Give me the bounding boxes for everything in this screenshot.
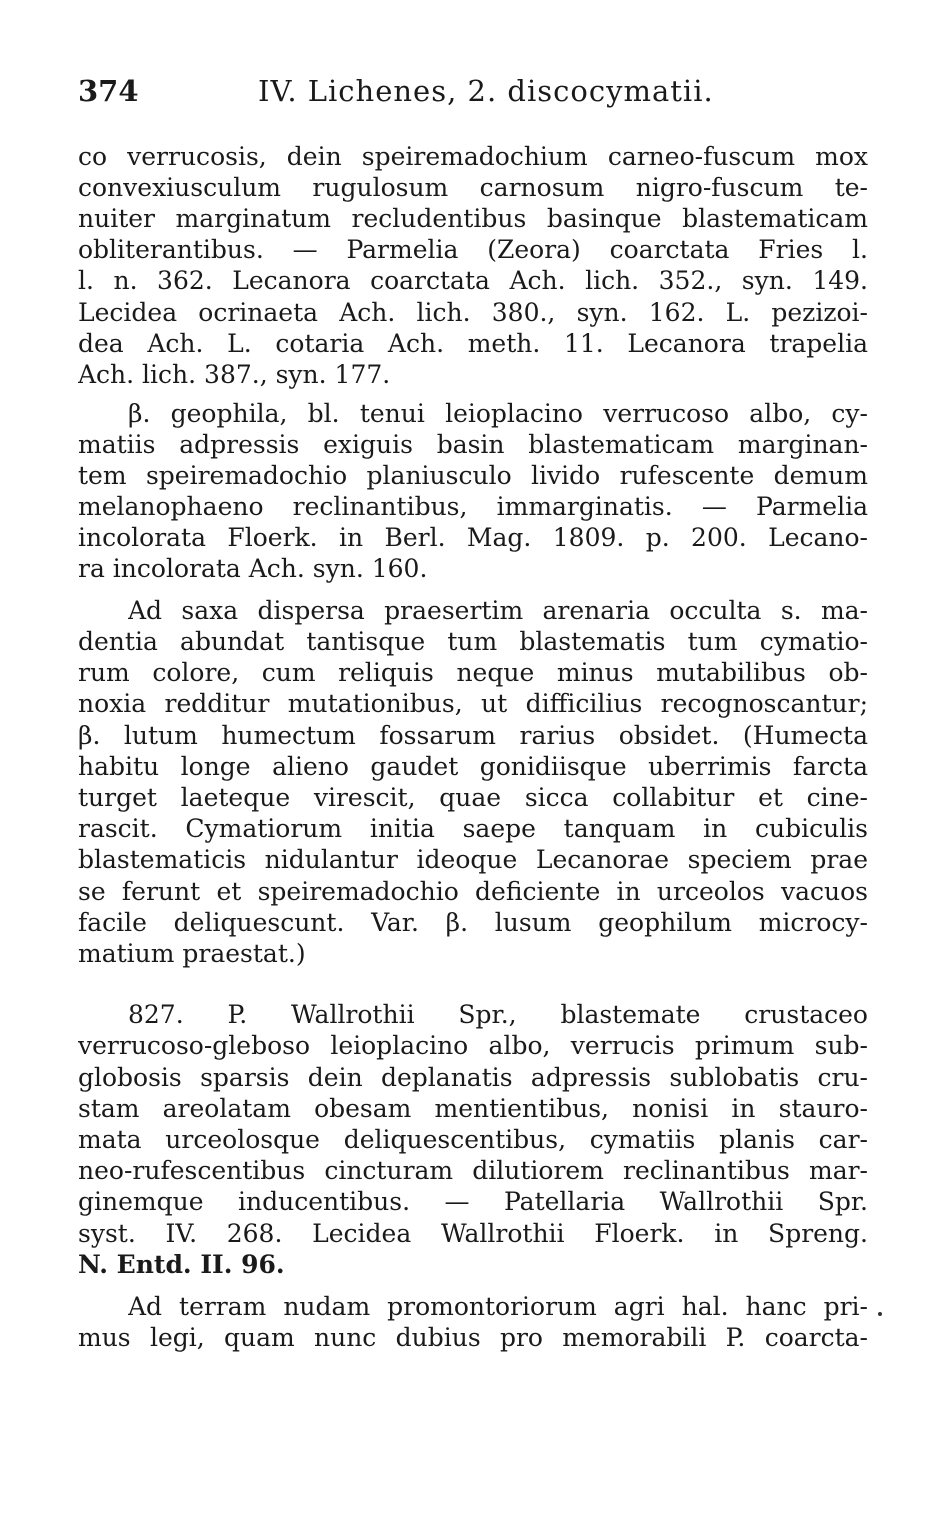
text-line: mus legi, quam nunc dubius pro memorabili P. coarcta- bbox=[78, 1323, 868, 1352]
text-line: ginemque inducentibus. — Patellaria Wallrothii Spr. bbox=[78, 1187, 868, 1216]
text-line: rum colore, cum reliquis neque minus mutabilibus ob- bbox=[78, 658, 868, 687]
margin-mark bbox=[878, 1312, 882, 1316]
text-line: habitu longe alieno gaudet gonidiisque uberrimis farcta bbox=[78, 752, 868, 781]
text-line: 827. P. Wallrothii Spr., blastemate crustaceo bbox=[128, 1000, 868, 1029]
text-line: matium praestat.) bbox=[78, 939, 306, 968]
text-line: noxia redditur mutationibus, ut difficilius recognoscantur; bbox=[78, 689, 868, 718]
text-line: verrucoso-gleboso leioplacino albo, verrucis primum sub- bbox=[78, 1031, 868, 1060]
text-line: nuiter marginatum recludentibus basinque blastematicam bbox=[78, 204, 868, 233]
text-line: β. lutum humectum fossarum rarius obsidet. (Humecta bbox=[78, 721, 868, 750]
text-line: dea Ach. L. cotaria Ach. meth. 11. Lecanora trapelia bbox=[78, 329, 868, 358]
text-line: facile deliquescunt. Var. β. lusum geophilum microcy- bbox=[78, 908, 868, 937]
page-number: 374 bbox=[78, 74, 139, 108]
text-line: Ach. lich. 387., syn. 177. bbox=[78, 360, 391, 389]
text-line: mata urceolosque deliquescentibus, cymatiis planis car- bbox=[78, 1125, 868, 1154]
text-line: N. Entd. II. 96. bbox=[78, 1250, 285, 1279]
text-line: melanophaeno reclinantibus, immarginatis. — Parmelia bbox=[78, 492, 868, 521]
text-line: ra incolorata Ach. syn. 160. bbox=[78, 554, 428, 583]
text-line: syst. IV. 268. Lecidea Wallrothii Floerk. in Spreng. bbox=[78, 1219, 868, 1248]
text-line: Lecidea ocrinaeta Ach. lich. 380., syn. 162. L. pezizoi- bbox=[78, 298, 868, 327]
text-line: turget laeteque virescit, quae sicca collabitur et cine- bbox=[78, 783, 868, 812]
text-line: dentia abundat tantisque tum blastematis tum cymatio- bbox=[78, 627, 868, 656]
text-line: obliterantibus. — Parmelia (Zeora) coarctata Fries l. bbox=[78, 235, 868, 264]
text-line: rascit. Cymatiorum initia saepe tanquam in cubiculis bbox=[78, 814, 868, 843]
text-line: l. n. 362. Lecanora coarctata Ach. lich. 352., syn. 149. bbox=[78, 266, 868, 295]
text-line: incolorata Floerk. in Berl. Mag. 1809. p. 200. Lecano- bbox=[78, 523, 868, 552]
text-line: se ferunt et speiremadochio deficiente in urceolos vacuos bbox=[78, 877, 868, 906]
text-line: Ad saxa dispersa praesertim arenaria occulta s. ma- bbox=[128, 596, 868, 625]
text-line: co verrucosis, dein speiremadochium carneo-fuscum mox bbox=[78, 142, 868, 171]
text-line: stam areolatam obesam mentientibus, nonisi in stauro- bbox=[78, 1094, 868, 1123]
text-line: blastematicis nidulantur ideoque Lecanorae speciem prae bbox=[78, 845, 868, 874]
text-line: neo-rufescentibus cincturam dilutiorem reclinantibus mar- bbox=[78, 1156, 868, 1185]
text-line: convexiusculum rugulosum carnosum nigro-fuscum te- bbox=[78, 173, 868, 202]
text-line: matiis adpressis exiguis basin blastematicam marginan- bbox=[78, 430, 868, 459]
text-line: tem speiremadochio planiusculo livido rufescente demum bbox=[78, 461, 868, 490]
text-line: Ad terram nudam promontoriorum agri hal. hanc pri- bbox=[128, 1292, 868, 1321]
running-head: IV. Lichenes, 2. discocymatii. bbox=[258, 74, 714, 108]
text-line: β. geophila, bl. tenui leioplacino verrucoso albo, cy- bbox=[128, 399, 868, 428]
text-line: globosis sparsis dein deplanatis adpressis sublobatis cru- bbox=[78, 1063, 868, 1092]
page-header bbox=[78, 74, 878, 110]
